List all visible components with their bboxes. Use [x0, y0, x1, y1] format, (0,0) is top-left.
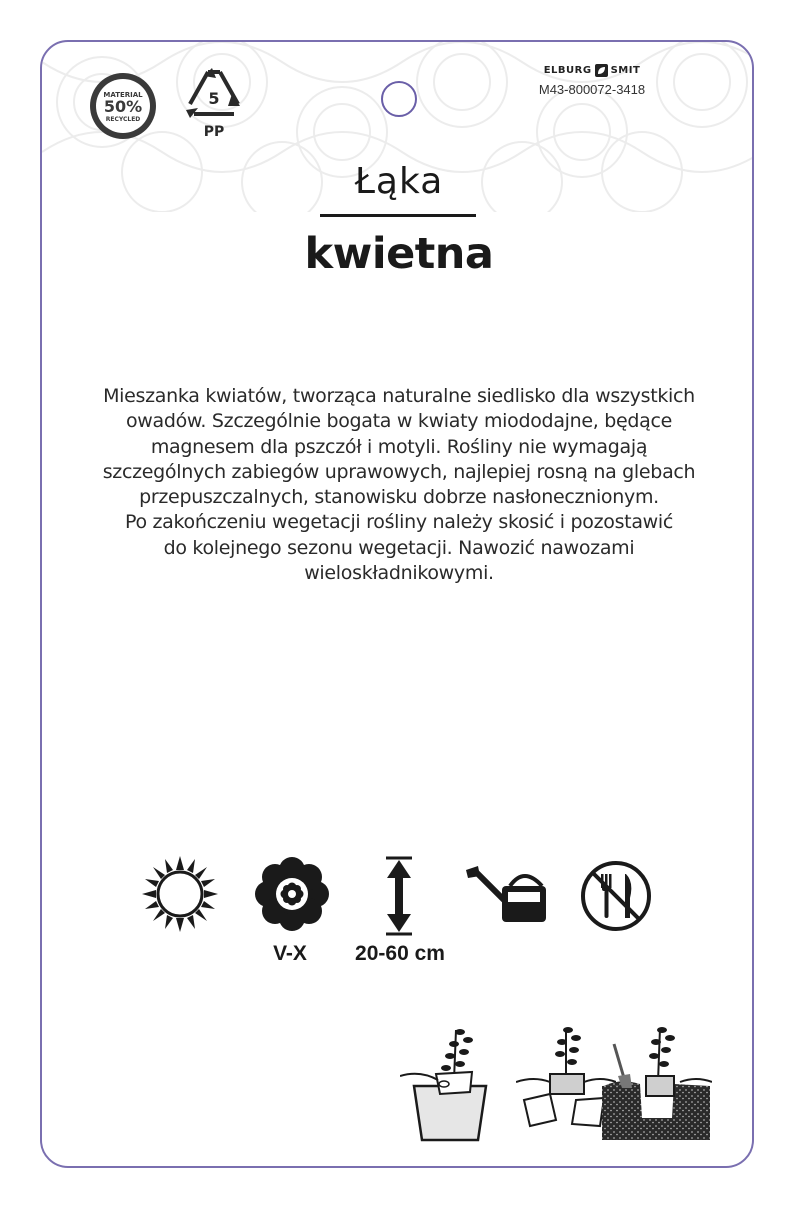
title-divider [320, 214, 476, 217]
badge-line1: MATERIAL [103, 91, 143, 99]
flower-icon [254, 856, 330, 932]
planting-step-pot-icon [400, 1022, 500, 1142]
description-line: do kolejnego sezonu wegetacji. Nawozić nawozami [163, 536, 635, 559]
badge-percent: 50% [103, 97, 143, 116]
product-code: M43-800072-3418 [538, 82, 646, 97]
product-title-line2: kwietna [304, 229, 494, 279]
brand-name-right: SMIT [610, 65, 641, 76]
height-arrow-icon [384, 856, 414, 936]
description-line: owadów. Szczególnie bogata w kwiaty miododajne, będące [125, 410, 673, 433]
flowering-period: V-X [273, 942, 307, 965]
brand-name-left: ELBURG [543, 65, 592, 76]
plant-height: 20-60 cm [355, 942, 445, 965]
hang-hole [381, 81, 417, 117]
sun-icon [142, 856, 218, 932]
recycled-material-badge [88, 71, 158, 141]
description-line: Mieszanka kwiatów, tworząca naturalne siedlisko dla wszystkich [103, 385, 695, 407]
description-line: wieloskładnikowymi. [304, 562, 494, 585]
recycling-code: PP [203, 124, 225, 140]
recycling-pp-icon [184, 66, 244, 141]
description-line: Po zakończeniu wegetacji rośliny należy skosić i pozostawić [124, 511, 674, 534]
recycling-number: 5 [208, 89, 220, 108]
watering-can-icon [462, 864, 552, 926]
brand-logo [522, 64, 662, 77]
planting-step-soil-icon [600, 1022, 712, 1142]
leaf-logo-icon [595, 64, 608, 77]
badge-line3: RECYCLED [105, 116, 141, 123]
description-line: przepuszczalnych, stanowisku dobrze nasłonecznionym. [139, 486, 659, 509]
description-line: szczególnych zabiegów uprawowych, najlepiej rosną na glebach [102, 460, 696, 483]
not-edible-icon [580, 860, 652, 932]
description-line: magnesem dla pszczół i motyli. Rośliny nie wymagają [150, 435, 648, 458]
plant-label-card [40, 40, 754, 1168]
product-title-line1: Łąka [354, 161, 444, 202]
product-description [62, 384, 736, 586]
